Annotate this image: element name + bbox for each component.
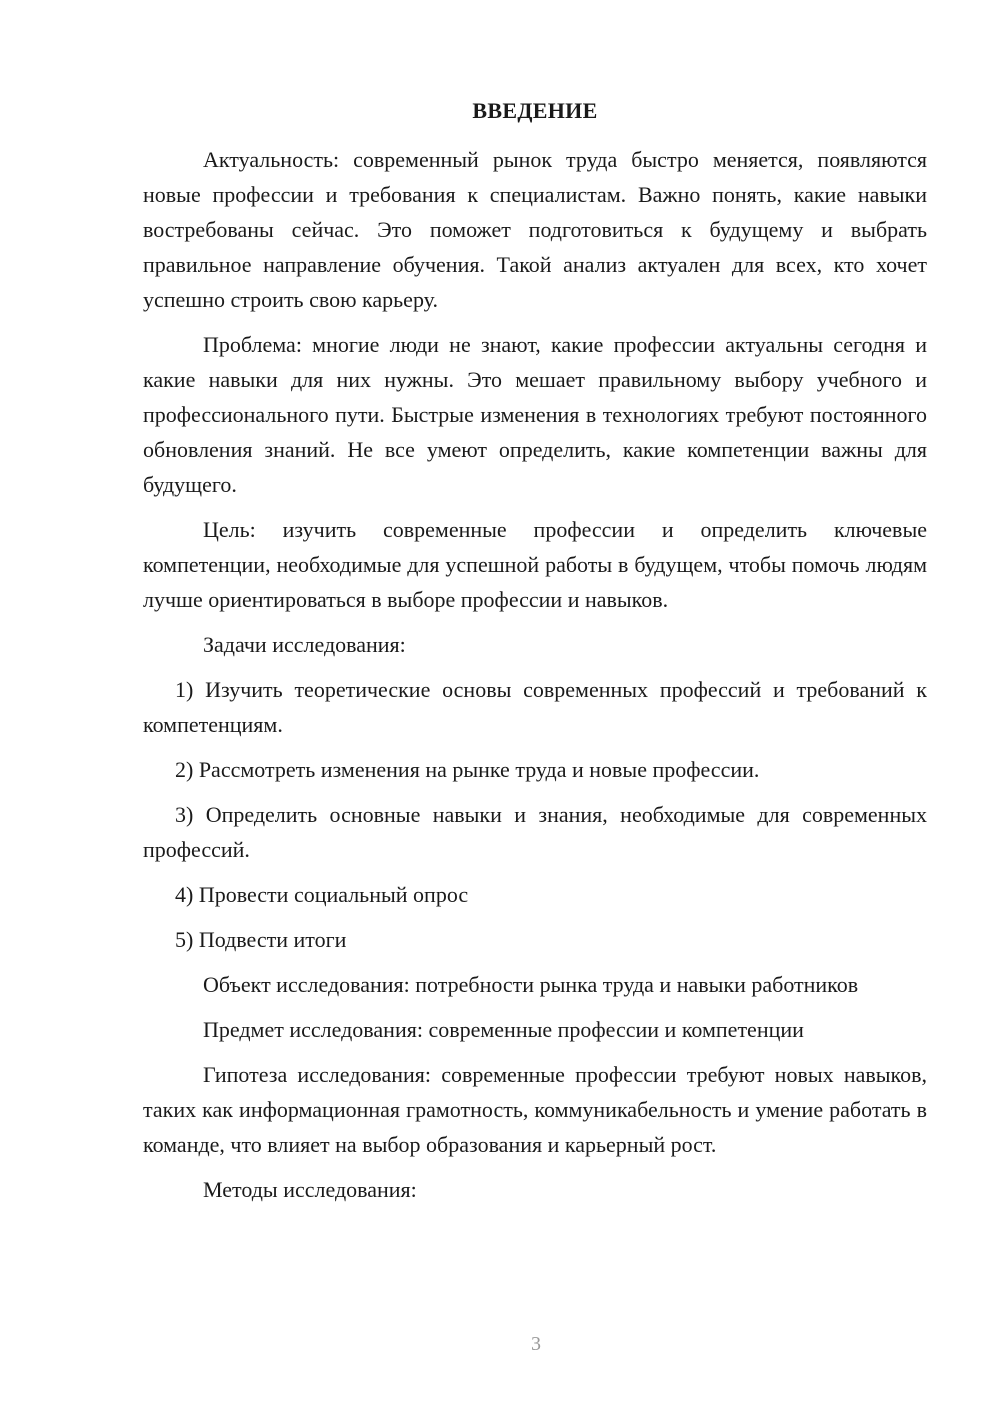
task-item-4: 4) Провести социальный опрос bbox=[175, 882, 469, 907]
section-heading: ВВЕДЕНИЕ bbox=[472, 98, 598, 123]
task-item-1: 1) Изучить теоретические основы современных профессий и требований к компетенциям. bbox=[143, 677, 927, 737]
page-number: 3 bbox=[531, 1333, 541, 1355]
task-item-5: 5) Подвести итоги bbox=[175, 927, 347, 952]
task-item-2: 2) Рассмотреть изменения на рынке труда и новые профессии. bbox=[175, 757, 760, 782]
document-page bbox=[143, 96, 927, 1217]
paragraph-goal: Цель: изучить современные профессии и определить ключевые компетенции, необходимые для успешной работы в будущем, чтобы помочь людям лучше ориентироваться в выборе профессии и навыков. bbox=[143, 517, 927, 612]
methods-title: Методы исследования: bbox=[203, 1177, 417, 1202]
task-item-3: 3) Определить основные навыки и знания, необходимые для современных профессий. bbox=[143, 802, 927, 862]
paragraph-object: Объект исследования: потребности рынка труда и навыки работников bbox=[203, 972, 859, 997]
paragraph-hypothesis: Гипотеза исследования: современные профессии требуют новых навыков, таких как информационная грамотность, коммуникабельность и умение работать в команде, что влияет на выбор образования и карьерный рост. bbox=[143, 1062, 927, 1157]
tasks-title: Задачи исследования: bbox=[203, 632, 406, 657]
paragraph-problem: Проблема: многие люди не знают, какие профессии актуальны сегодня и какие навыки для них нужны. Это мешает правильному выбору учебного и профессионального пути. Быстрые изменения в технологиях требуют постоянного обновления знаний. Не все умеют определить, какие компетенции важны для будущего. bbox=[143, 332, 927, 497]
paragraph-subject: Предмет исследования: современные профессии и компетенции bbox=[203, 1017, 804, 1042]
paragraph-actuality: Актуальность: современный рынок труда быстро меняется, появляются новые профессии и требования к специалистам. Важно понять, какие навыки востребованы сейчас. Это поможет подготовиться к будущему и выбрать правильное направление обучения. Такой анализ актуален для всех, кто хочет успешно строить свою карьеру. bbox=[143, 147, 927, 312]
